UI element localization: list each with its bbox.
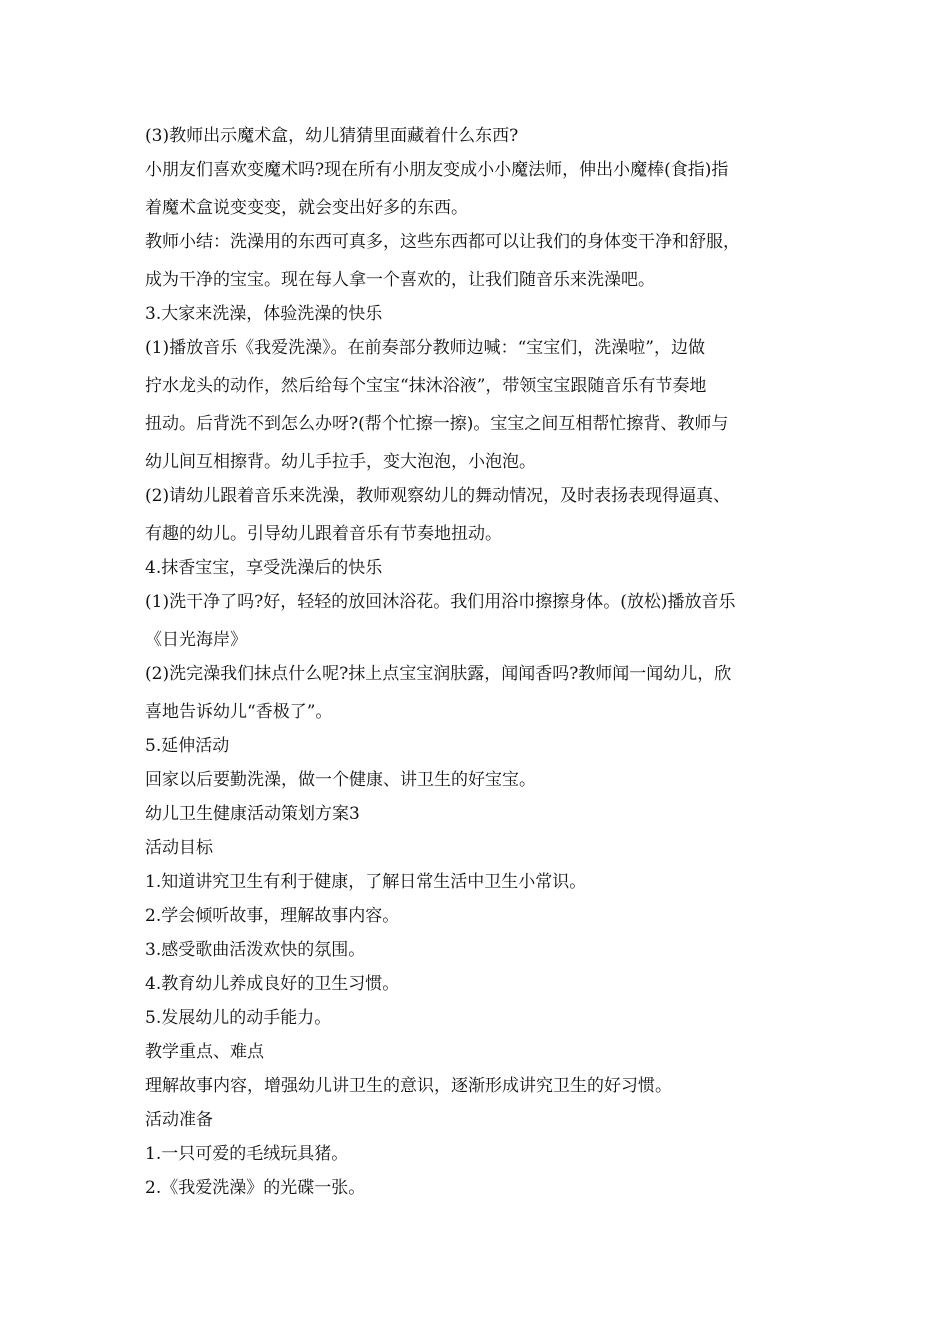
list-item: 5.发展幼儿的动手能力。 xyxy=(145,1008,332,1028)
text-line: 理解故事内容，增强幼儿讲卫生的意识，逐渐形成讲究卫生的好习惯。 xyxy=(145,1076,672,1096)
text-line: 着魔术盒说变变变，就会变出好多的东西。 xyxy=(145,198,468,218)
document-body xyxy=(145,124,825,1200)
text-line: (3)教师出示魔术盒，幼儿猜猜里面藏着什么东西? xyxy=(145,126,519,146)
text-line: (1)播放音乐《我爱洗澡》。在前奏部分教师边喊：“宝宝们，洗澡啦”，边做 xyxy=(145,338,705,358)
section-heading: 教学重点、难点 xyxy=(145,1042,264,1062)
text-line: 幼儿间互相擦背。幼儿手拉手，变大泡泡，小泡泡。 xyxy=(145,452,536,472)
list-item: 4.教育幼儿养成良好的卫生习惯。 xyxy=(145,974,400,994)
text-line: 成为干净的宝宝。现在每人拿一个喜欢的，让我们随音乐来洗澡吧。 xyxy=(145,270,655,290)
text-line: 拧水龙头的动作，然后给每个宝宝“抹沐浴液”，带领宝宝跟随音乐有节奏地 xyxy=(145,376,707,396)
text-line: (1)洗干净了吗?好，轻轻的放回沐浴花。我们用浴巾擦擦身体。(放松)播放音乐 xyxy=(145,592,736,612)
document-section-title: 幼儿卫生健康活动策划方案3 xyxy=(145,804,360,824)
text-line: 扭动。后背洗不到怎么办呀?(帮个忙擦一擦)。宝宝之间互相帮忙擦背、教师与 xyxy=(145,414,729,434)
section-heading: 5.延伸活动 xyxy=(145,736,230,756)
section-heading: 活动准备 xyxy=(145,1110,213,1130)
section-heading: 3.大家来洗澡，体验洗澡的快乐 xyxy=(145,304,383,324)
text-line: 小朋友们喜欢变魔术吗?现在所有小朋友变成小小魔法师，伸出小魔棒(食指)指 xyxy=(145,160,729,180)
list-item: 1.一只可爱的毛绒玩具猪。 xyxy=(145,1144,349,1164)
text-line: 回家以后要勤洗澡，做一个健康、讲卫生的好宝宝。 xyxy=(145,770,536,790)
section-heading: 4.抹香宝宝，享受洗澡后的快乐 xyxy=(145,558,383,578)
text-line: 《日光海岸》 xyxy=(145,630,247,650)
text-line: 教师小结：洗澡用的东西可真多，这些东西都可以让我们的身体变干净和舒服， xyxy=(145,232,740,252)
text-line: (2)请幼儿跟着音乐来洗澡，教师观察幼儿的舞动情况，及时表扬表现得逼真、 xyxy=(145,486,731,506)
text-line: (2)洗完澡我们抹点什么呢?抹上点宝宝润肤露，闻闻香吗?教师闻一闻幼儿，欣 xyxy=(145,664,732,684)
list-item: 2.《我爱洗澡》的光碟一张。 xyxy=(145,1178,366,1198)
section-heading: 活动目标 xyxy=(145,838,213,858)
list-item: 2.学会倾听故事，理解故事内容。 xyxy=(145,906,400,926)
list-item: 3.感受歌曲活泼欢快的氛围。 xyxy=(145,940,366,960)
text-line: 有趣的幼儿。引导幼儿跟着音乐有节奏地扭动。 xyxy=(145,524,502,544)
text-line: 喜地告诉幼儿“香极了”。 xyxy=(145,702,333,722)
list-item: 1.知道讲究卫生有利于健康，了解日常生活中卫生小常识。 xyxy=(145,872,587,892)
